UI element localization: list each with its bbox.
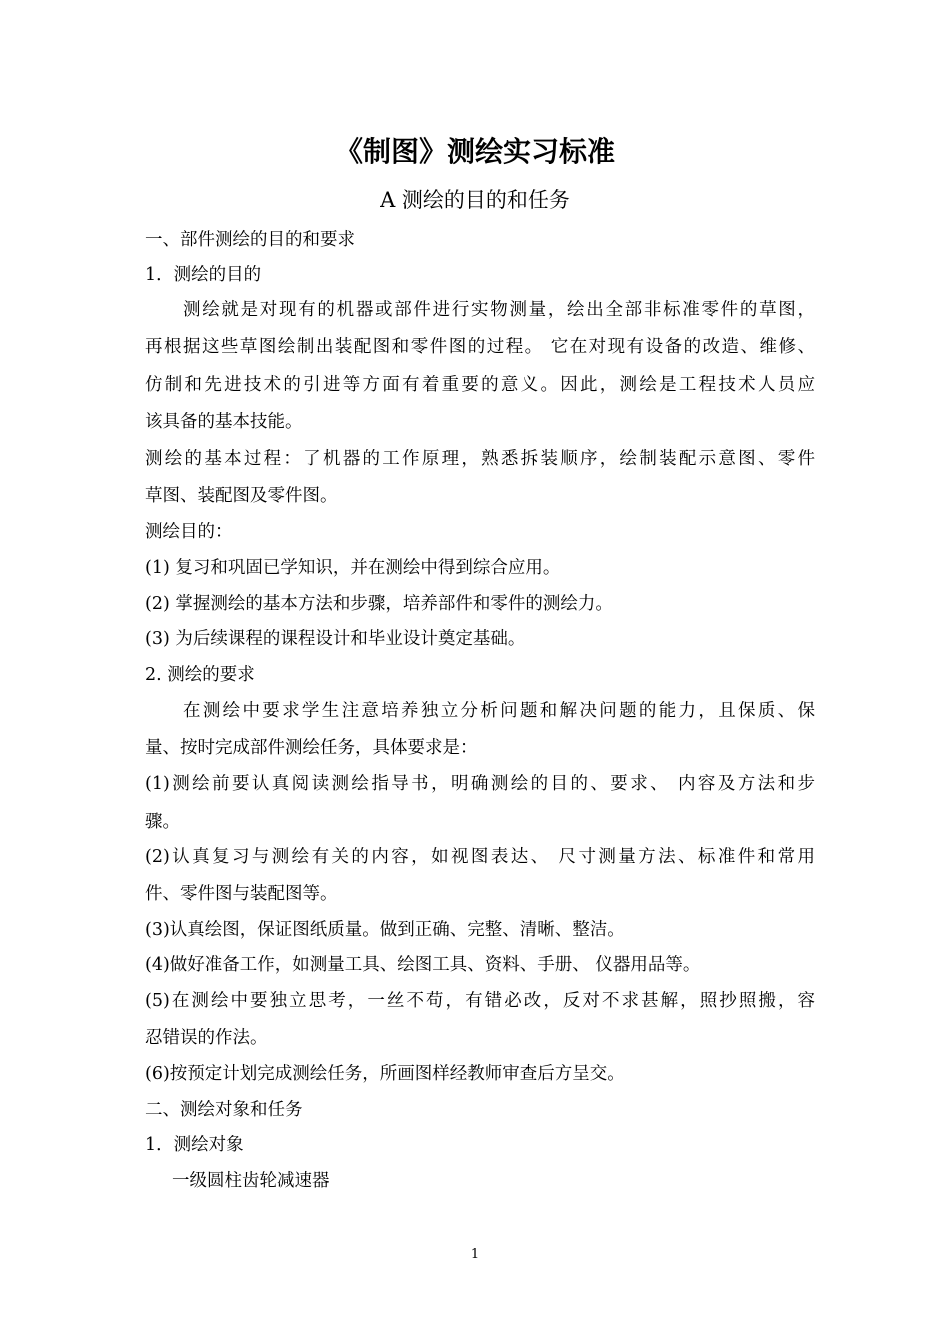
heading-part2: 二、测绘对象和任务 xyxy=(145,1100,303,1120)
section-subtitle: A 测绘的目的和任务 xyxy=(380,188,570,212)
paragraph-line: 该具备的基本技能。 xyxy=(145,412,303,432)
paragraph-line: 在测绘中要求学生注意培养独立分析问题和解决问题的能力，且保质、保 xyxy=(183,701,815,721)
list-item: (3)认真绘图，保证图纸质量。做到正确、完整、清晰、整洁。 xyxy=(145,920,625,940)
page-number: 1 xyxy=(470,1247,480,1262)
paragraph-line: 仿制和先进技术的引进等方面有着重要的意义。因此，测绘是工程技术人员应 xyxy=(145,375,815,395)
paragraph-line: 测绘就是对现有的机器或部件进行实物测量，绘出全部非标准零件的草图， xyxy=(183,300,815,320)
list-item: (4)做好准备工作，如测量工具、绘图工具、资料、手册、 仪器用品等。 xyxy=(145,955,701,975)
list-item: (2)认真复习与测绘有关的内容，如视图表达、 尺寸测量方法、标准件和常用 xyxy=(145,847,815,867)
paragraph-line: 一级圆柱齿轮减速器 xyxy=(172,1171,330,1191)
heading-requirements: 2. 测绘的要求 xyxy=(145,665,255,685)
document-title: 《制图》测绘实习标准 xyxy=(334,135,615,168)
list-item: 件、零件图与装配图等。 xyxy=(145,884,338,904)
heading-part1: 一、部件测绘的目的和要求 xyxy=(145,230,355,250)
paragraph-line: 再根据这些草图绘制出装配图和零件图的过程。 它在对现有设备的改造、维修、 xyxy=(145,337,815,357)
list-item: (2) 掌握测绘的基本方法和步骤，培养部件和零件的测绘力。 xyxy=(145,594,613,614)
heading-object: 1．测绘对象 xyxy=(145,1135,244,1155)
heading-purpose: 1．测绘的目的 xyxy=(145,265,262,285)
paragraph-line: 草图、装配图及零件图。 xyxy=(145,486,338,506)
list-item: 忍错误的作法。 xyxy=(145,1028,268,1048)
list-item: (6)按预定计划完成测绘任务，所画图样经教师审查后方呈交。 xyxy=(145,1064,625,1084)
paragraph-line: 测绘目的： xyxy=(145,522,233,542)
list-item: (3) 为后续课程的课程设计和毕业设计奠定基础。 xyxy=(145,629,526,649)
list-item: (5)在测绘中要独立思考，一丝不苟，有错必改，反对不求甚解，照抄照搬，容 xyxy=(145,991,815,1011)
list-item: 骤。 xyxy=(145,812,180,832)
list-item: (1)测绘前要认真阅读测绘指导书，明确测绘的目的、要求、 内容及方法和步 xyxy=(145,774,815,794)
list-item: (1) 复习和巩固已学知识，并在测绘中得到综合应用。 xyxy=(145,558,561,578)
paragraph-line: 量、按时完成部件测绘任务，具体要求是： xyxy=(145,738,478,758)
paragraph-line: 测绘的基本过程：了机器的工作原理，熟悉拆装顺序，绘制装配示意图、零件 xyxy=(145,449,815,469)
